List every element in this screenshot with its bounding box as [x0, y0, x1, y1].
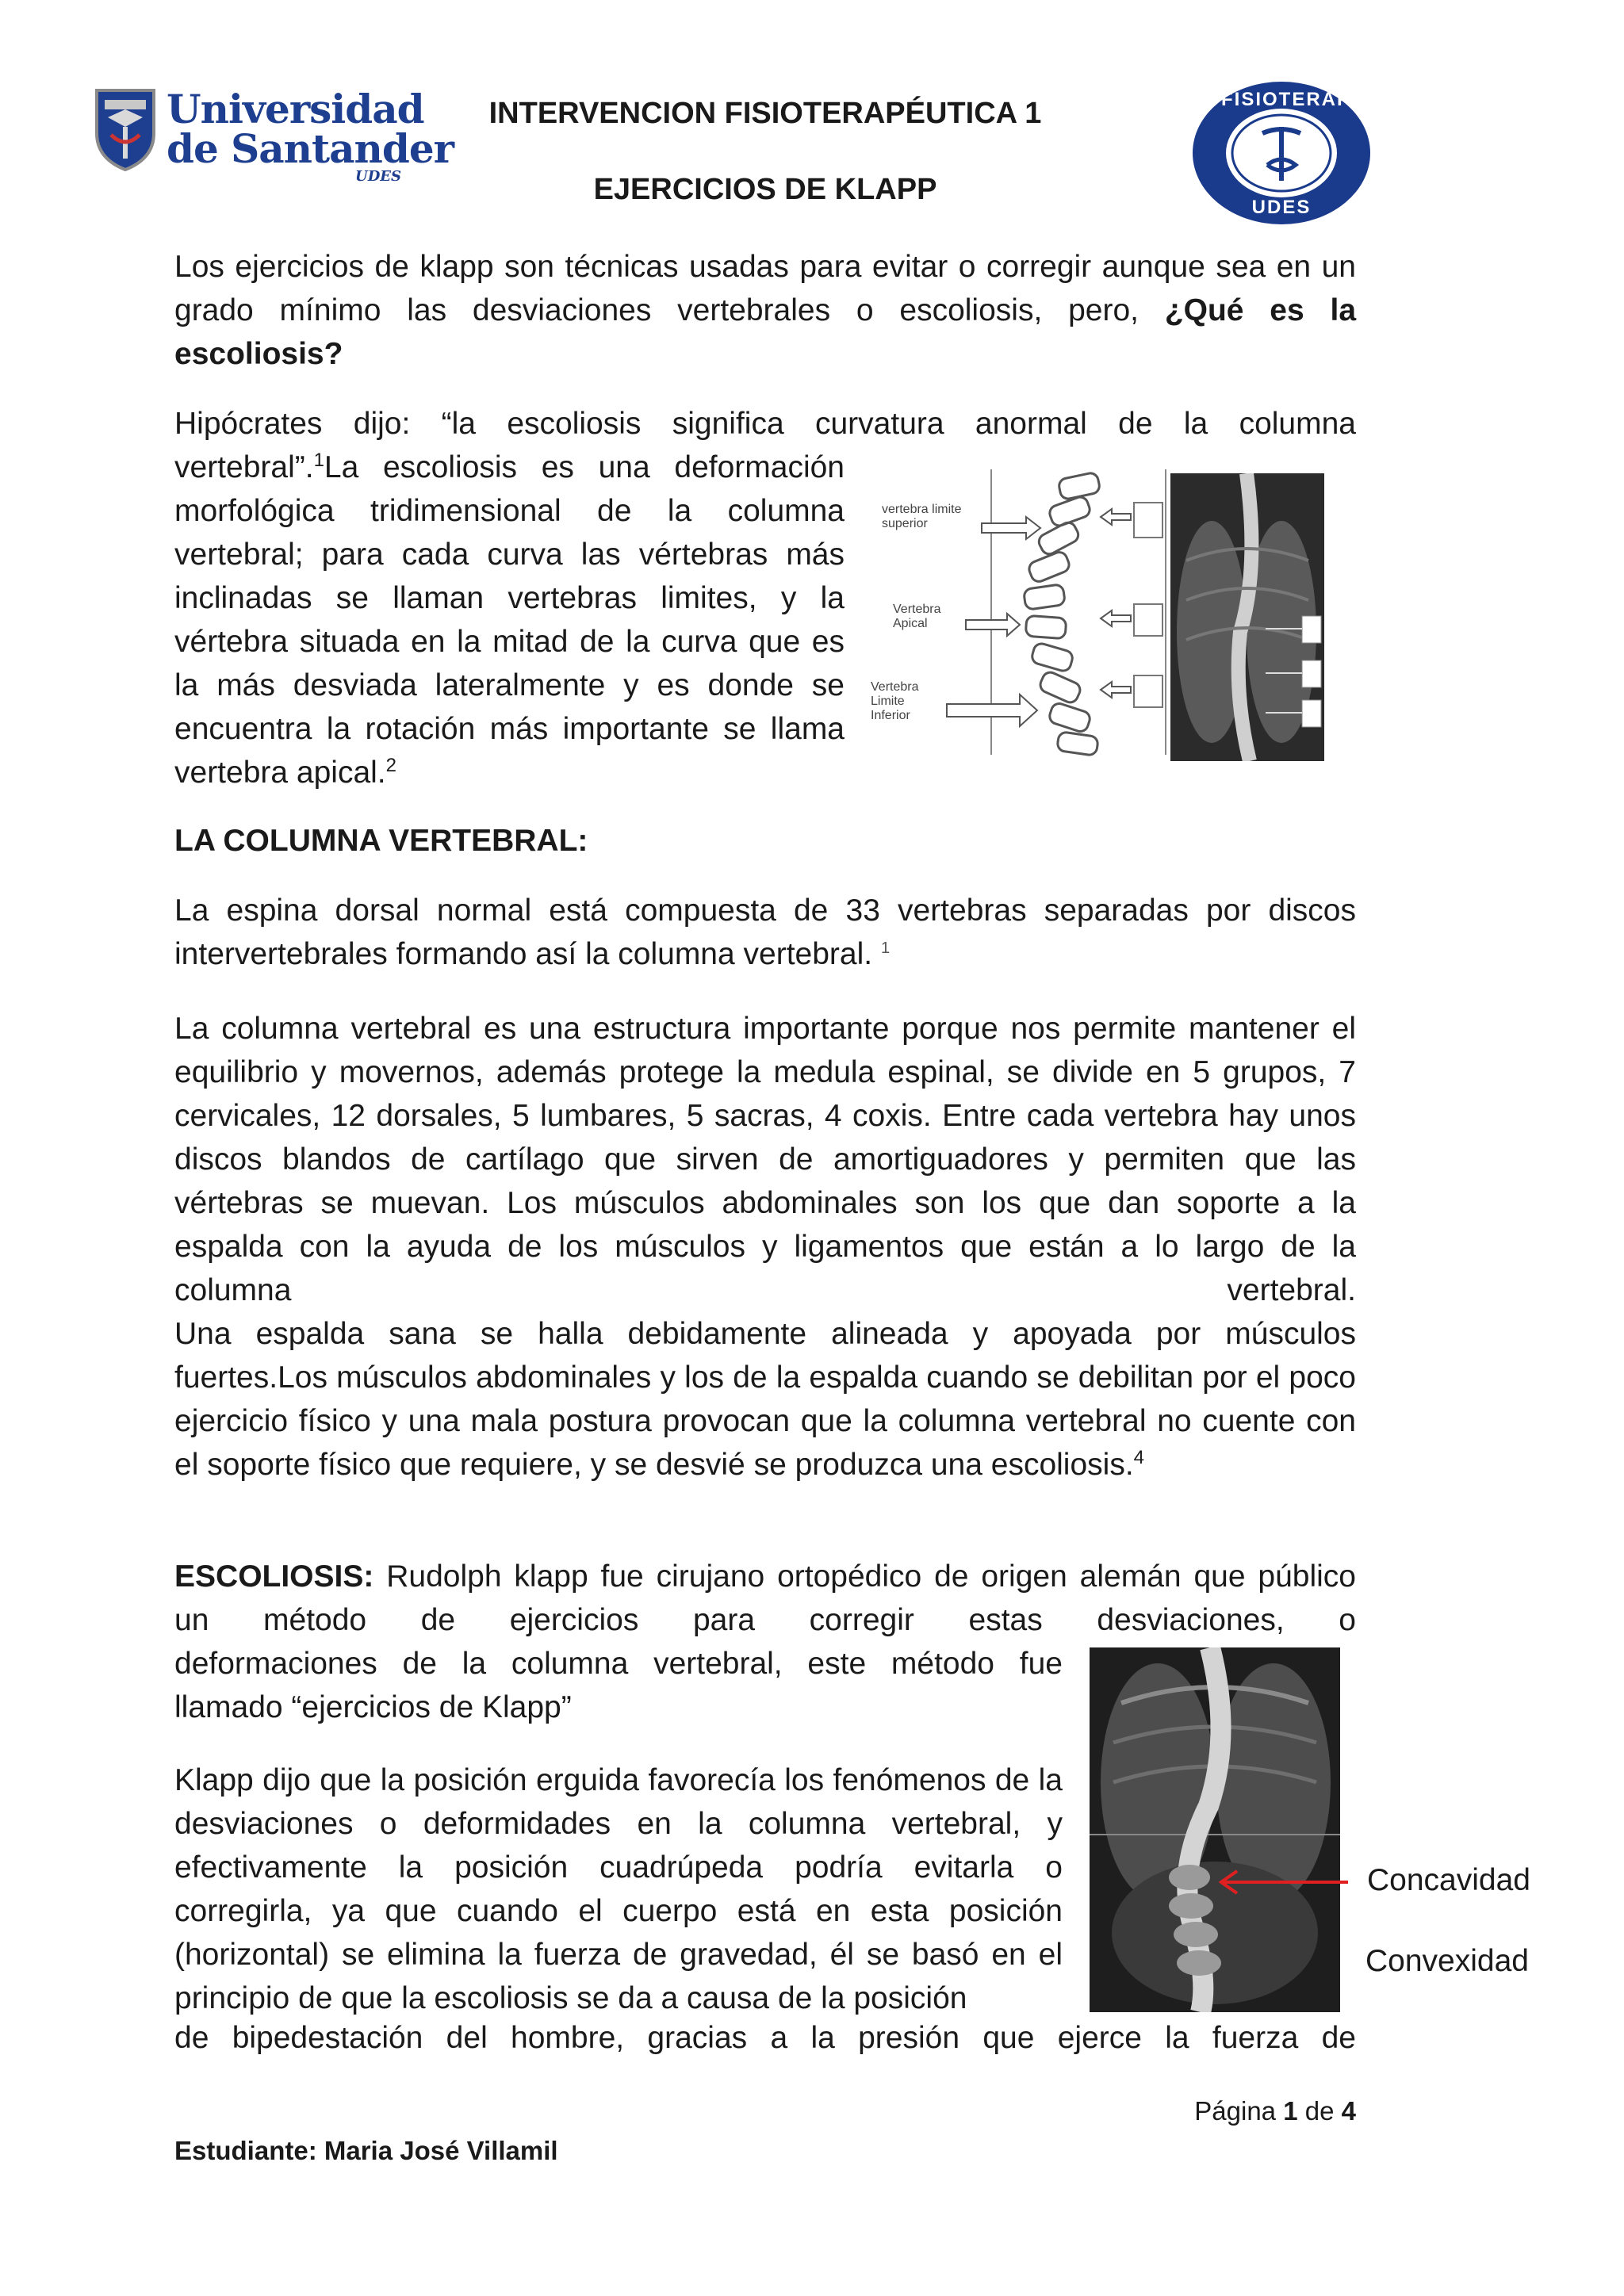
escoliosis-paragraph-1-rest: deformaciones de la columna vertebral, este método fue llamado “ejercicios de Klapp” [174, 1647, 1063, 1724]
page-current: 1 [1283, 2096, 1298, 2126]
intro-question: ¿Qué es la escoliosis? [174, 293, 1357, 371]
intro-text: Los ejercicios de klapp son técnicas usadas para evitar o corregir aunque sea en un grado mínimo las desviaciones vertebrales o escoliosis, pero, [174, 250, 1356, 327]
footnote-ref-4: 4 [1133, 1447, 1145, 1468]
vertebra-diagram [871, 468, 1172, 761]
footnote-ref-1: 1 [313, 450, 324, 471]
escoliosis-p1-first: Rudolph klapp fue cirujano ortopédico de origen alemán que público un método de ejercicios para corregir estas desviaciones, o [174, 1559, 1356, 1637]
hippocrates-paragraph [174, 446, 845, 794]
hippocrates-line2-start: vertebral”. [174, 450, 314, 484]
footnote-ref-2: 2 [385, 755, 396, 776]
document-subtitle: EJERCICIOS DE KLAPP [593, 173, 937, 206]
seal-top-text: FISIOTERAPIA [1221, 89, 1374, 110]
escoliosis-paragraph-2-last: de bipedestación del hombre, gracias a la presión que ejerce la fuerza de [174, 2021, 1356, 2055]
xray-spine-icon [1170, 473, 1324, 761]
columna-paragraph-3 [174, 1312, 1356, 1487]
label-arrows [1158, 1823, 1348, 1934]
section-heading-columna: LA COLUMNA VERTEBRAL: [174, 824, 588, 858]
page-total: 4 [1341, 2096, 1356, 2126]
footnote-ref-columna: 1 [880, 939, 891, 957]
diagram-label-apical: Vertebra Apical [893, 603, 941, 630]
page-of-label: de [1304, 2096, 1335, 2126]
diagram-label-superior: vertebra limite superior [882, 503, 962, 530]
concavidad-arrow-icon [1221, 1871, 1348, 1893]
label-convexidad: Convexidad [1365, 1944, 1529, 1978]
label-concavidad: Concavidad [1367, 1863, 1530, 1897]
escoliosis-paragraph-2: Klapp dijo que la posición erguida favorecía los fenómenos de la desviaciones o deformidades en la columna vertebral, y efectivamente la posición cuadrúpeda podría evitarla o corregirla, ya que cuando el cuerpo está en esta posición (horizontal) se elimina la fuerza de gravedad, él se basó en el principio de que la escoliosis se da a causa de la posición [174, 1763, 1063, 2015]
vertebra-column-icon [871, 468, 1172, 761]
university-name-line2: de Santander [167, 125, 454, 172]
columna-paragraph-2: La columna vertebral es una estructura importante porque nos permite mantener el equilibrio y movernos, además protege la medula espinal, se divide en 5 grupos, 7 cervicales, 12 dorsales, 5 lumbares, 5 sacras, 4 coxis. Entre cada vertebra hay unos discos blandos de cartílago que sirven de amortiguadores y permiten que las vértebras se muevan. Los músculos abdominales son los que dan soporte a la espalda con la ayuda de los músculos y ligamentos que están a lo largo de la columna vertebral. [174, 1012, 1356, 1307]
page-number [1174, 2096, 1356, 2126]
hippocrates-line1: Hipócrates dijo: “la escoliosis significa curvatura anormal de la columna [174, 407, 1356, 441]
page-label: Página [1194, 2096, 1277, 2126]
university-name-line1: Universidad [167, 86, 424, 132]
section-heading-escoliosis: ESCOLIOSIS: [174, 1559, 374, 1594]
university-logo [94, 86, 454, 185]
student-name: Estudiante: Maria José Villamil [174, 2136, 558, 2165]
intro-paragraph [174, 245, 1356, 376]
spine-xray-small [1170, 473, 1324, 761]
university-abbrev: UDES [355, 168, 402, 185]
seal-bottom-text: UDES [1251, 197, 1312, 218]
hippocrates-rest: La escoliosis es una deformación morfológica tridimensional de la columna vertebral; para cada curva las vértebras más inclinadas se llaman vertebras limites, y la vértebra situada en la mitad de la curva que es la más desviada lateralmente y es donde se encuentra la rotación más importante se llama vertebra apical. [174, 450, 845, 790]
columna-p3-text: Una espalda sana se halla debidamente alineada y apoyada por músculos fuertes.Los músculos abdominales y los de la espalda cuando se debilitan por el poco ejercicio físico y una mala postura provocan que la columna vertebral no cuente con el soporte físico que requiere, y se desvié se produzca una escoliosis. [174, 1317, 1356, 1482]
columna-p1-text: La espina dorsal normal está compuesta de 33 vertebras separadas por discos intervertebrales formando así la columna vertebral. [174, 894, 1356, 971]
columna-paragraph-1 [174, 889, 1356, 976]
diagram-label-inferior: Vertebra Limite Inferior [871, 680, 919, 722]
document-title: INTERVENCION FISIOTERAPÉUTICA 1 [488, 97, 1042, 130]
university-shield-icon [94, 86, 157, 173]
fisioterapia-seal [1189, 78, 1373, 228]
escoliosis-paragraph-1-top [174, 1555, 1356, 1642]
